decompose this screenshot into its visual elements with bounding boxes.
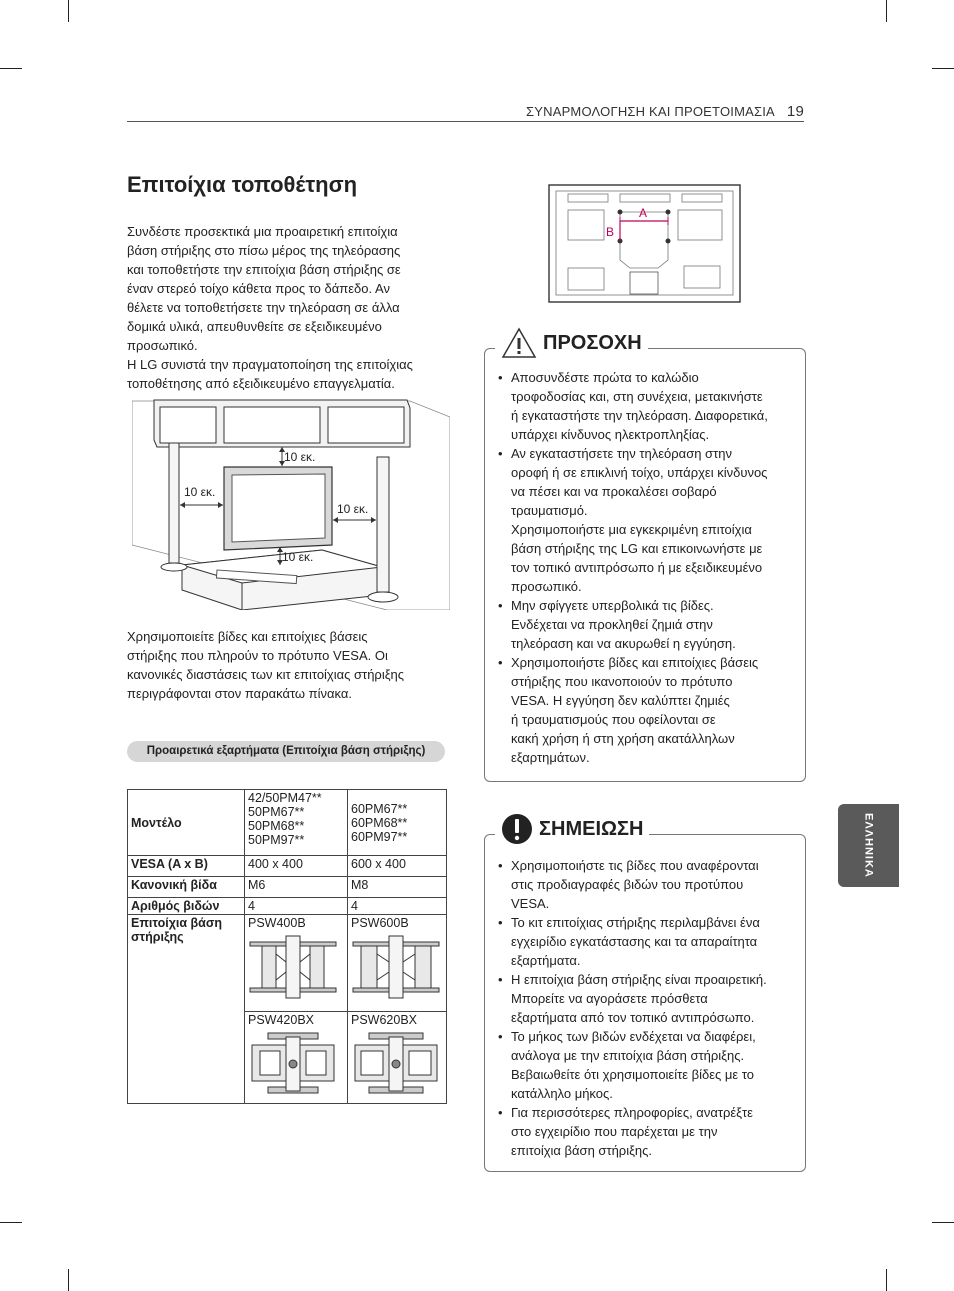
text-line: • Το μήκος των βιδών ενδέχεται να διαφέρει,: [511, 1029, 756, 1044]
text-line: εξαρτήματα.: [511, 953, 581, 968]
section-title: ΣΥΝΑΡΜΟΛΟΓΗΣΗ ΚΑΙ ΠΡΟΕΤΟΙΜΑΣΙΑ: [526, 104, 775, 119]
text-line: προσωπικό.: [511, 579, 582, 594]
cell: 4: [245, 898, 348, 915]
crop-mark: [68, 0, 69, 22]
text-line: στο εγχειρίδιο που παρέχεται με την: [511, 1124, 718, 1139]
text-line: Βεβαιωθείτε ότι χρησιμοποιείτε βίδες με το: [511, 1067, 755, 1082]
bottom-clearance-label: 10 εκ.: [282, 550, 314, 564]
text-line: τον τοπικό αντιπρόσωπο ή με εξειδικευμένο: [511, 560, 763, 575]
dimension-a-label: A: [639, 206, 648, 220]
warning-triangle-icon: [501, 327, 537, 359]
row-label: VESA (A x B): [128, 856, 245, 877]
text-line: • Για περισσότερες πληροφορίες, ανατρέξτε: [511, 1105, 753, 1120]
language-tab: ΕΛΛΗΝΙΚΑ: [838, 804, 899, 887]
text-line: προσωπικό.: [127, 338, 198, 353]
text-line: Ενδέχεται να προκληθεί ζημιά στην: [511, 617, 713, 632]
note-title: ΣΗΜΕΙΩΣΗ: [539, 817, 644, 840]
text-line: VESA.: [511, 896, 550, 911]
table-row: [128, 856, 447, 877]
list-item: [511, 368, 805, 444]
text-line: έναν στερεό τοίχο κάθετα προς το δάπεδο. Αν: [127, 281, 390, 296]
model-name: 50PM68**: [248, 819, 305, 833]
bracket-illustration: [248, 932, 338, 1004]
caution-box: [484, 331, 806, 782]
model-name: 60PM67**: [351, 801, 408, 816]
caution-list: [485, 368, 805, 767]
text-line: • Χρησιμοποιήστε βίδες και επιτοίχιες βάσεις: [511, 655, 759, 670]
text-line: κατάλληλο μήκος.: [511, 1086, 613, 1101]
text-line: επιτοίχια βάση στήριξης.: [511, 1143, 653, 1158]
bracket-name: PSW600B: [351, 916, 409, 930]
right-clearance-label: 10 εκ.: [337, 502, 369, 516]
text-line: και τοποθετήστε την επιτοίχια βάση στήριξης σε: [127, 262, 401, 277]
text-line: στήριξης που ικανοποιούν το πρότυπο: [511, 674, 733, 689]
bracket-cell: [245, 1012, 348, 1104]
model-label: Μοντέλο: [128, 790, 245, 856]
row-label: Αριθμός βιδών: [128, 898, 245, 915]
bracket-name: PSW400B: [248, 916, 306, 930]
exclamation-circle-icon: [501, 813, 533, 845]
text-line: • Η επιτοίχια βάση στήριξης είναι προαιρετική.: [511, 972, 767, 987]
caution-heading: [495, 327, 648, 359]
text-line: Μπορείτε να αγοράσετε πρόσθετα: [511, 991, 708, 1006]
list-item: [511, 970, 805, 1027]
text-line: ή τραυματισμούς που οφείλονται σε: [511, 712, 716, 727]
bracket-name: PSW420BX: [248, 1013, 315, 1027]
text-line: εξαρτήματα από τον τοπικό αντιπρόσωπο.: [511, 1010, 755, 1025]
text-line: ή εγκαταστήστε την τηλεόραση. Διαφορετικά,: [511, 408, 768, 423]
text-line: υπάρχει κίνδυνος ηλεκτροπληξίας.: [511, 427, 710, 442]
cell: M8: [348, 877, 447, 898]
text-line: κανονικές διαστάσεις των κιτ επιτοίχιας στήριξης: [127, 667, 405, 682]
accessories-heading: Προαιρετικά εξαρτήματα (Επιτοίχια βάση στήριξης): [127, 741, 445, 762]
text-line: θέλετε να τοποθετήσετε την τηλεόραση σε άλλα: [127, 300, 400, 315]
list-item: [511, 653, 805, 767]
crop-mark: [0, 1222, 22, 1223]
page-title: Επιτοίχια τοποθέτηση: [127, 172, 358, 197]
model-name: 60PM68**: [351, 815, 408, 830]
list-item: [511, 1027, 805, 1103]
text-line: οροφή ή σε επικλινή τοίχο, υπάρχει κίνδυνος: [511, 465, 768, 480]
model-name: 60PM97**: [351, 829, 408, 844]
bracket-cell: [348, 915, 447, 1012]
row-label: Κανονική βίδα: [128, 877, 245, 898]
text-line: τραυματισμό.: [511, 503, 588, 518]
text-line: • Αποσυνδέστε πρώτα το καλώδιο: [511, 370, 699, 385]
list-item: [511, 444, 805, 596]
text-line: ανάλογα με την επιτοίχια βάση στήριξης.: [511, 1048, 745, 1063]
table-row: [128, 877, 447, 898]
crop-mark: [886, 1269, 887, 1291]
dimension-b-label: B: [606, 225, 615, 239]
text-line: βάση στήριξης στο πίσω μέρος της τηλεόρασης: [127, 243, 401, 258]
text-line: δομικά υλικά, απευθυνθείτε σε εξειδικευμένο: [127, 319, 382, 334]
list-item: [511, 596, 805, 653]
model-name: 50PM97**: [248, 833, 305, 847]
bracket-cell: [348, 1012, 447, 1104]
tv-back-diagram: [548, 184, 742, 304]
intro-paragraph: [127, 222, 449, 393]
note-list: [485, 856, 805, 1160]
spec-table: [127, 789, 447, 1104]
crop-mark: [886, 0, 887, 22]
model-name: 42/50PM47**: [248, 791, 322, 805]
list-item: [511, 913, 805, 970]
text-line: περιγράφονται στον παρακάτω πίνακα.: [127, 686, 353, 701]
cell: 400 x 400: [245, 856, 348, 877]
text-line: τηλεόραση και να ακυρωθεί η εγγύηση.: [511, 636, 736, 651]
text-line: στήριξης που πληρούν το πρότυπο VESA. Οι: [127, 648, 388, 663]
crop-mark: [932, 1222, 954, 1223]
bracket-cell: [245, 915, 348, 1012]
row-label: Επιτοίχια βάση στήριξης: [128, 915, 245, 1104]
top-clearance-label: 10 εκ.: [284, 450, 316, 464]
text-line: Η LG συνιστά την πραγματοποίηση της επιτοίχιας: [127, 357, 413, 372]
bracket-illustration: [351, 1029, 441, 1099]
text-line: VESA. Η εγγύηση δεν καλύπτει ζημιές: [511, 693, 730, 708]
text-line: στις προδιαγραφές βιδών του προτύπου: [511, 877, 744, 892]
crop-mark: [0, 68, 22, 69]
crop-mark: [68, 1269, 69, 1291]
bracket-name: PSW620BX: [351, 1013, 418, 1027]
caution-title: ΠΡΟΣΟΧΗ: [543, 331, 642, 354]
text-line: Χρησιμοποιήστε μια εγκεκριμένη επιτοίχια: [511, 522, 752, 537]
note-heading: [495, 813, 649, 845]
model-b-cell: [348, 790, 447, 856]
page-number: 19: [786, 103, 804, 120]
text-line: • Χρησιμοποιήστε τις βίδες που αναφέρονται: [511, 858, 759, 873]
cell: 600 x 400: [348, 856, 447, 877]
cell: 4: [348, 898, 447, 915]
text-line: • Το κιτ επιτοίχιας στήριξης περιλαμβάνει ένα: [511, 915, 760, 930]
list-item: [511, 1103, 805, 1160]
table-row: [128, 898, 447, 915]
header-rule: [127, 121, 804, 122]
bracket-illustration: [351, 932, 441, 1004]
text-line: κακή χρήση ή στη χρήση ακατάλληλων: [511, 731, 735, 746]
table-row: [128, 790, 447, 856]
bracket-illustration: [248, 1029, 338, 1099]
text-line: βάση στήριξης της LG και επικοινωνήστε με: [511, 541, 763, 556]
left-clearance-label: 10 εκ.: [184, 485, 216, 499]
list-item: [511, 856, 805, 913]
text-line: Χρησιμοποιείτε βίδες και επιτοίχιες βάσεις: [127, 629, 368, 644]
text-line: τροφοδοσίας και, στη συνέχεια, μετακινήστε: [511, 389, 763, 404]
text-line: εγχειρίδιο εγκατάστασης και τα απαραίτητα: [511, 934, 758, 949]
clearance-diagram: [132, 395, 450, 610]
text-line: • Μην σφίγγετε υπερβολικά τις βίδες.: [511, 598, 714, 613]
table-row: [128, 915, 447, 1012]
cell: M6: [245, 877, 348, 898]
text-line: τοποθέτησης από εξειδικευμένο επαγγελματία.: [127, 376, 395, 391]
model-a-cell: [245, 790, 348, 856]
model-name: 50PM67**: [248, 805, 305, 819]
text-line: • Αν εγκαταστήσετε την τηλεόραση στην: [511, 446, 732, 461]
crop-mark: [932, 68, 954, 69]
vesa-paragraph: [127, 627, 449, 703]
note-box: [484, 817, 806, 1172]
running-header: [127, 103, 804, 120]
text-line: Συνδέστε προσεκτικά μια προαιρετική επιτοίχια: [127, 224, 398, 239]
text-line: να πέσει και να προκαλέσει σοβαρό: [511, 484, 717, 499]
text-line: εξαρτημάτων.: [511, 750, 590, 765]
